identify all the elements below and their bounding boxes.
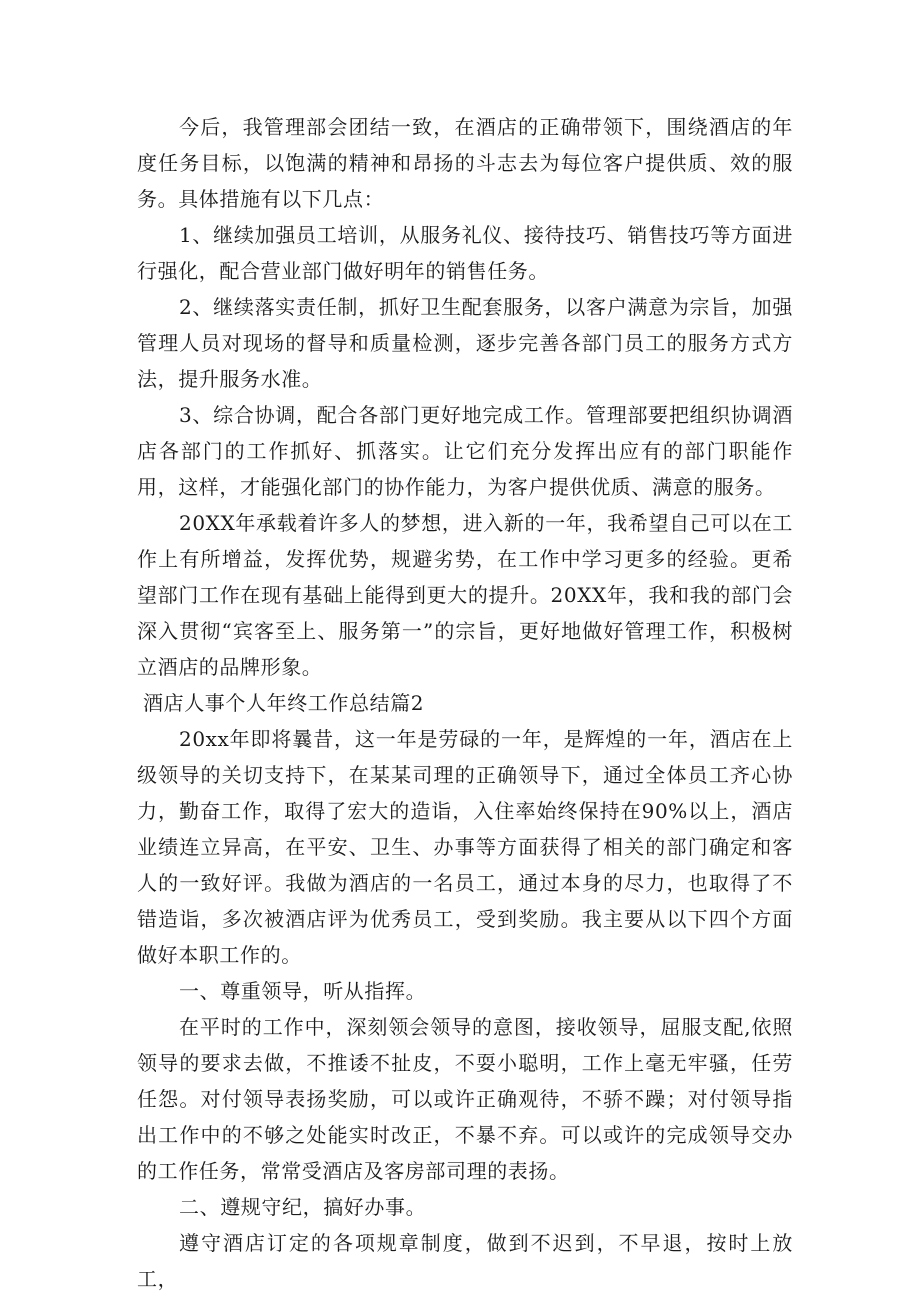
point-heading-2: 二、遵规守纪，搞好办事。 — [179, 1195, 427, 1219]
document-body — [137, 109, 793, 1297]
point-body-2: 遵守酒店订定的各项规章制度，做到不迟到，不早退，按时上放工， — [137, 1231, 793, 1291]
measure-item-3: 3、综合协调，配合各部门更好地完成工作。管理部要把组织协调酒店各部门的工作抓好、抓落实。让它们充分发挥出应有的部门职能作用，这样，才能强化部门的协作能力，为客户提供优质、满意的服务。 — [137, 403, 793, 499]
point-body-1: 在平时的工作中，深刻领会领导的意图，接收领导，屈服支配,依照领导的要求去做，不推诿不扯皮，不耍小聪明，工作上毫无牢骚，任劳任怨。对付领导表扬奖励，可以或许正确观待，不骄不躁；对付领导指出工作中的不够之处能实时改正，不暴不弃。可以或许的完成领导交办的工作任务，常常受酒店及客房部司理的表扬。 — [137, 1015, 793, 1183]
intro-paragraph: 今后，我管理部会团结一致，在酒店的正确带领下，围绕酒店的年度任务目标，以饱满的精神和昂扬的斗志去为每位客户提供质、效的服务。具体措施有以下几点： — [137, 115, 793, 211]
section-title: 酒店人事个人年终工作总结篇2 — [143, 691, 425, 715]
measure-item-1: 1、继续加强员工培训，从服务礼仪、接待技巧、销售技巧等方面进行强化，配合营业部门做好明年的销售任务。 — [137, 223, 793, 283]
summary-paragraph: 20xx年即将曩昔，这一年是劳碌的一年，是辉煌的一年，酒店在上级领导的关切支持下，在某某司理的正确领导下，通过全体员工齐心协力，勤奋工作，取得了宏大的造诣，入住率始终保持在90%以上，酒店业绩连立异高，在平安、卫生、办事等方面获得了相关的部门确定和客人的一致好评。我做为酒店的一名员工，通过本身的尽力，也取得了不错造诣，多次被酒店评为优秀员工，受到奖励。我主要从以下四个方面做好本职工作的。 — [137, 727, 793, 967]
measure-item-2: 2、继续落实责任制，抓好卫生配套服务，以客户满意为宗旨，加强管理人员对现场的督导和质量检测，逐步完善各部门员工的服务方式方法，提升服务水准。 — [137, 295, 793, 391]
point-heading-1: 一、尊重领导，听从指挥。 — [179, 979, 427, 1003]
outlook-paragraph: 20XX年承载着许多人的梦想，进入新的一年，我希望自己可以在工作上有所增益，发挥优势，规避劣势，在工作中学习更多的经验。更希望部门工作在现有基础上能得到更大的提升。20XX年，我和我的部门会深入贯彻“宾客至上、服务第一”的宗旨，更好地做好管理工作，积极树立酒店的品牌形象。 — [137, 511, 793, 679]
